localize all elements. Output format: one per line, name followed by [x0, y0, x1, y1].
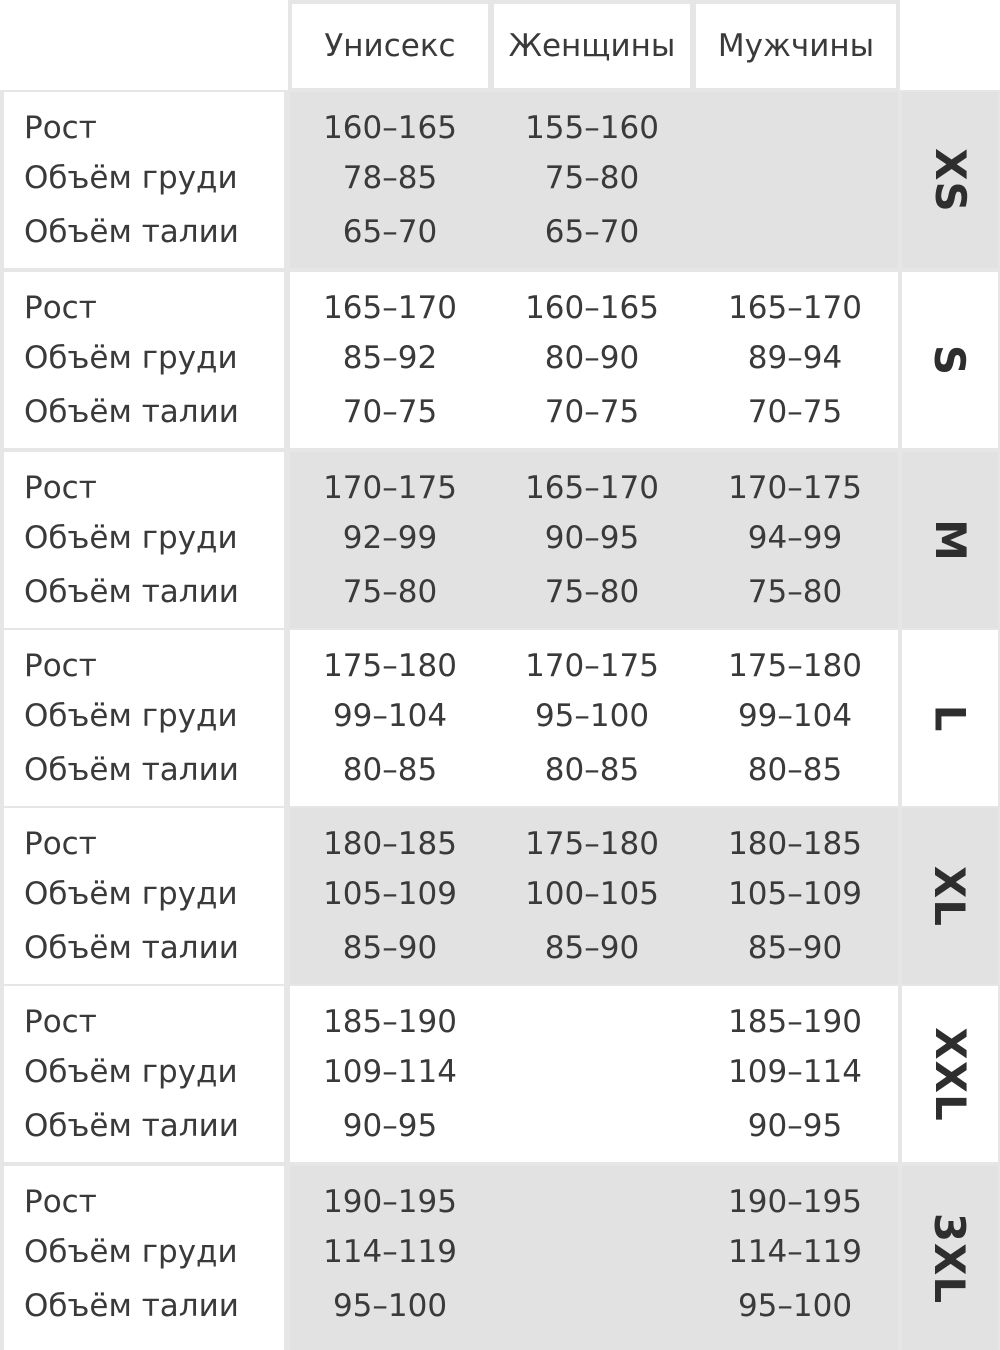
measurement-value: 70–75 — [544, 394, 640, 430]
size-label-cell — [902, 1166, 998, 1350]
measurement-label: Рост — [24, 470, 97, 506]
size-row-3xl — [0, 1166, 1000, 1350]
measurement-value: 65–70 — [342, 214, 438, 250]
measurement-value: 165–170 — [728, 290, 862, 326]
measurement-value: 99–104 — [737, 698, 853, 734]
measurement-value: 175–180 — [728, 648, 862, 684]
measurement-label: Объём груди — [24, 520, 238, 556]
measurement-value: 170–175 — [323, 470, 457, 506]
size-row-l — [0, 630, 1000, 806]
measurement-value: 165–170 — [323, 290, 457, 326]
measurement-value: 80–85 — [342, 752, 438, 788]
measurement-label: Объём талии — [24, 574, 239, 610]
measurement-label: Рост — [24, 110, 97, 146]
size-label: XS — [925, 147, 975, 213]
measurement-label: Рост — [24, 290, 97, 326]
measurement-value: 80–85 — [544, 752, 640, 788]
measurement-value: 165–170 — [525, 470, 659, 506]
measurement-label: Объём груди — [24, 340, 238, 376]
measurement-value: 175–180 — [525, 826, 659, 862]
size-row-xxl — [0, 986, 1000, 1162]
measurement-label: Объём груди — [24, 160, 238, 196]
measurement-value: 185–190 — [323, 1004, 457, 1040]
size-label-cell — [902, 92, 998, 268]
measurement-value: 94–99 — [747, 520, 843, 556]
measurement-label: Объём талии — [24, 752, 239, 788]
column-header-women: Женщины — [494, 4, 690, 88]
measurement-value: 190–195 — [323, 1184, 457, 1220]
size-row-m — [0, 452, 1000, 628]
measurement-value: 75–80 — [544, 160, 640, 196]
measurement-value: 190–195 — [728, 1184, 862, 1220]
measurement-value: 185–190 — [728, 1004, 862, 1040]
measurement-value: 155–160 — [525, 110, 659, 146]
measurement-value: 175–180 — [323, 648, 457, 684]
size-label-cell — [902, 986, 998, 1162]
measurement-value: 109–114 — [728, 1054, 862, 1090]
measurement-label: Объём талии — [24, 1288, 239, 1324]
measurement-label: Объём груди — [24, 698, 238, 734]
measurement-value: 70–75 — [342, 394, 438, 430]
table-header — [0, 0, 1000, 92]
size-label-cell — [902, 808, 998, 984]
measurement-value: 75–80 — [544, 574, 640, 610]
measurement-value: 85–92 — [342, 340, 438, 376]
size-row-xs — [0, 92, 1000, 268]
measurement-value: 90–95 — [747, 1108, 843, 1144]
size-label-cell — [902, 272, 998, 448]
measurement-value: 170–175 — [728, 470, 862, 506]
column-header-unisex: Унисекс — [292, 4, 488, 88]
measurement-value: 65–70 — [544, 214, 640, 250]
size-row-s — [0, 272, 1000, 448]
measurement-value: 160–165 — [525, 290, 659, 326]
measurement-value: 80–90 — [544, 340, 640, 376]
size-label: S — [925, 344, 975, 376]
measurement-value: 114–119 — [323, 1234, 457, 1270]
measurement-value: 85–90 — [544, 930, 640, 966]
measurement-label: Рост — [24, 826, 97, 862]
measurement-label: Объём талии — [24, 1108, 239, 1144]
measurement-value: 180–185 — [728, 826, 862, 862]
measurement-value: 75–80 — [342, 574, 438, 610]
measurement-value: 100–105 — [525, 876, 659, 912]
column-header-men: Мужчины — [696, 4, 896, 88]
measurement-value: 78–85 — [342, 160, 438, 196]
measurement-label: Объём груди — [24, 1234, 238, 1270]
measurement-value: 85–90 — [747, 930, 843, 966]
size-label: XXL — [925, 1026, 975, 1122]
size-label: XL — [925, 865, 975, 927]
measurement-label: Объём груди — [24, 1054, 238, 1090]
measurement-value: 180–185 — [323, 826, 457, 862]
size-label-cell — [902, 452, 998, 628]
measurement-label: Объём груди — [24, 876, 238, 912]
measurement-label: Объём талии — [24, 930, 239, 966]
header-corner — [0, 0, 288, 90]
size-label-cell — [902, 630, 998, 806]
measurement-value: 105–109 — [323, 876, 457, 912]
measurement-value: 90–95 — [544, 520, 640, 556]
measurement-value: 95–100 — [737, 1288, 853, 1324]
measurement-label: Рост — [24, 1184, 97, 1220]
size-row-xl — [0, 808, 1000, 984]
size-label: M — [925, 518, 975, 562]
measurement-value: 90–95 — [342, 1108, 438, 1144]
size-label: L — [925, 704, 975, 732]
measurement-label: Объём талии — [24, 214, 239, 250]
measurement-label: Объём талии — [24, 394, 239, 430]
measurement-value: 114–119 — [728, 1234, 862, 1270]
measurement-label: Рост — [24, 648, 97, 684]
measurement-value: 160–165 — [323, 110, 457, 146]
size-label: 3XL — [925, 1212, 975, 1304]
measurement-value: 95–100 — [534, 698, 650, 734]
measurement-value: 170–175 — [525, 648, 659, 684]
measurement-value: 92–99 — [342, 520, 438, 556]
measurement-value: 89–94 — [747, 340, 843, 376]
measurement-value: 95–100 — [332, 1288, 448, 1324]
measurement-value: 105–109 — [728, 876, 862, 912]
measurement-value: 80–85 — [747, 752, 843, 788]
measurement-value: 70–75 — [747, 394, 843, 430]
measurement-value: 85–90 — [342, 930, 438, 966]
header-size-corner — [900, 0, 1000, 90]
measurement-label: Рост — [24, 1004, 97, 1040]
measurement-value: 109–114 — [323, 1054, 457, 1090]
measurement-value: 75–80 — [747, 574, 843, 610]
measurement-value: 99–104 — [332, 698, 448, 734]
